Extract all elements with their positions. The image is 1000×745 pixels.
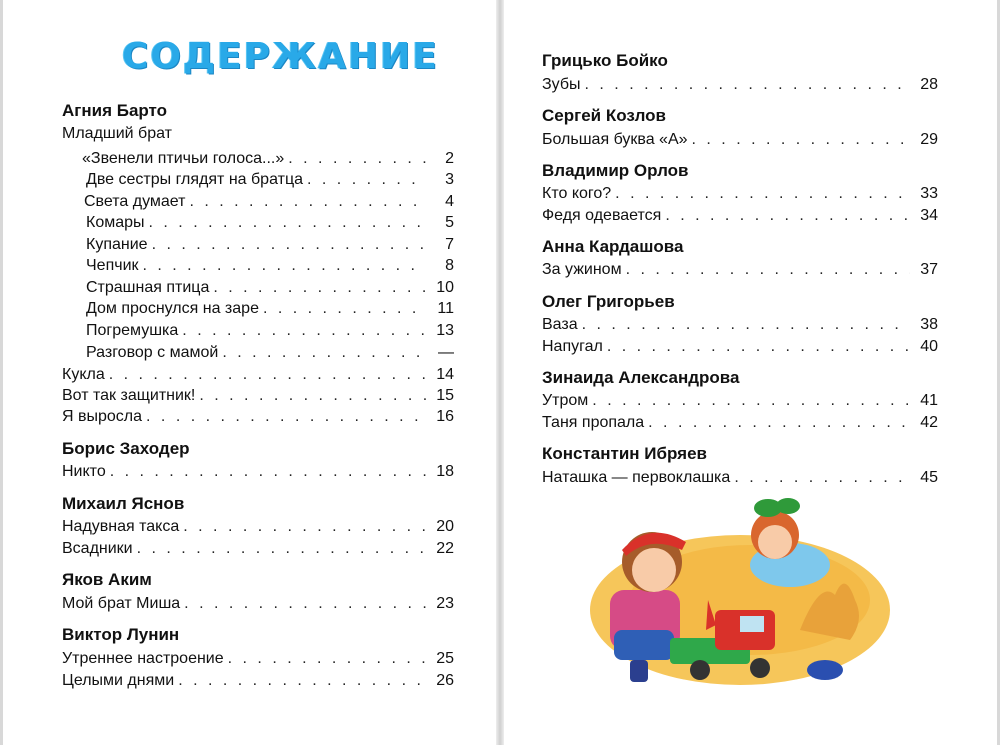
author-heading: Олег Григорьев xyxy=(542,292,675,311)
toc-row[interactable]: Чепчик . . . 8 xyxy=(86,257,454,275)
toc-row[interactable]: Целыми днями . . . 26 xyxy=(62,672,454,690)
author-heading: Михаил Яснов xyxy=(62,494,185,513)
author-heading: Виктор Лунин xyxy=(62,625,180,644)
page-title: СОДЕРЖАНИЕ xyxy=(122,36,439,77)
girl-figure xyxy=(750,498,830,587)
toc-row[interactable]: Федя одевается . . . 34 xyxy=(542,207,938,225)
author-heading: Борис Заходер xyxy=(62,439,190,458)
toc-row[interactable]: Никто . . . 18 xyxy=(62,463,454,481)
toc-row[interactable]: Дом проснулся на заре . . . 11 xyxy=(86,300,454,318)
toc-row[interactable]: Большая буква «А» . . . 29 xyxy=(542,131,938,149)
toc-row[interactable]: За ужином . . . 37 xyxy=(542,261,938,279)
toc-row[interactable]: Вот так защитник! . . . 15 xyxy=(62,387,454,405)
author-heading: Грицько Бойко xyxy=(542,51,668,70)
toc-row[interactable]: Страшная птица . . . 10 xyxy=(86,279,454,297)
toc-row[interactable]: Комары . . . 5 xyxy=(86,214,454,232)
section-subheading: Младший брат xyxy=(62,125,172,142)
toc-row[interactable]: Таня пропала . . . 42 xyxy=(542,414,938,432)
toc-row[interactable]: «Звенели птичьи голоса...» . . . 2 xyxy=(82,150,454,168)
toc-row[interactable]: Я выросла . . . 16 xyxy=(62,408,454,426)
toc-row[interactable]: Две сестры глядят на братца . . . 3 xyxy=(86,171,454,189)
toc-row[interactable]: Мой брат Миша . . . 23 xyxy=(62,595,454,613)
toc-row[interactable]: Всадники . . . 22 xyxy=(62,540,454,558)
toc-row[interactable]: Утреннее настроение . . . 25 xyxy=(62,650,454,668)
toc-row[interactable]: Зубы . . . 28 xyxy=(542,76,938,94)
author-heading: Сергей Козлов xyxy=(542,106,666,125)
toc-row[interactable]: Погремушка . . . 13 xyxy=(86,322,454,340)
book-gutter xyxy=(496,0,504,745)
author-heading: Яков Аким xyxy=(62,570,152,589)
author-heading: Анна Кардашова xyxy=(542,237,684,256)
children-sandbox-illustration xyxy=(590,480,890,695)
toc-row[interactable]: Света думает . . . 4 xyxy=(84,193,454,211)
page-edge-left xyxy=(0,0,3,745)
toc-row[interactable]: Купание . . . 7 xyxy=(86,236,454,254)
toc-row[interactable]: Наташка — первоклашка . . . 45 xyxy=(542,469,938,487)
toc-row[interactable]: Кукла . . . 14 xyxy=(62,366,454,384)
author-heading: Зинаида Александрова xyxy=(542,368,740,387)
author-heading: Константин Ибряев xyxy=(542,444,708,463)
toc-row[interactable]: Напугал . . . 40 xyxy=(542,338,938,356)
author-heading: Агния Барто xyxy=(62,101,168,120)
toc-row[interactable]: Кто кого? . . . 33 xyxy=(542,185,938,203)
toc-row[interactable]: Надувная такса . . . 20 xyxy=(62,518,454,536)
toc-row[interactable]: Разговор с мамой . . . — xyxy=(86,344,454,362)
toc-row[interactable]: Утром . . . 41 xyxy=(542,392,938,410)
toc-row[interactable]: Ваза . . . 38 xyxy=(542,316,938,334)
author-heading: Владимир Орлов xyxy=(542,161,689,180)
toy-bucket xyxy=(807,660,843,680)
